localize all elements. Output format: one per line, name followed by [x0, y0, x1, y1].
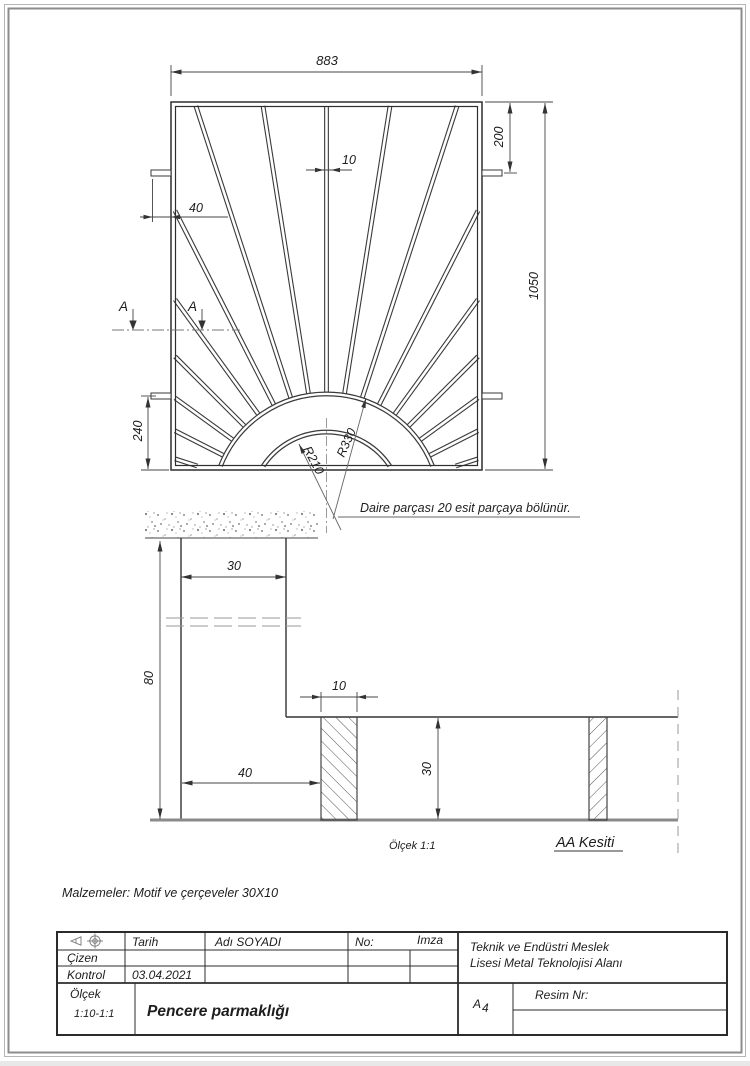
break-lines — [166, 618, 301, 626]
wall-hatch — [145, 511, 318, 538]
dimension-883 — [171, 65, 482, 96]
sheet-size-number: 4 — [482, 1001, 489, 1015]
tarih-label: Tarih — [132, 935, 159, 949]
dim-motif-thickness-label: 10 — [332, 679, 346, 693]
dimension-10-sec — [300, 692, 378, 712]
main-view — [112, 53, 580, 533]
date-value: 03.04.2021 — [132, 968, 193, 982]
title-block — [57, 932, 727, 1035]
dim-bar-width-label: 10 — [342, 153, 356, 167]
dim-bar-width-sec-label: 30 — [227, 559, 241, 573]
dim-width-label: 883 — [316, 53, 338, 68]
kontrol-label: Kontrol — [67, 968, 106, 982]
drawing-title: Pencere parmaklığı — [147, 1003, 290, 1020]
frame-bar-section — [181, 538, 286, 820]
scale-label: Ölçek 1:1 — [389, 840, 436, 852]
cut-letter-left: A — [119, 299, 129, 314]
dim-offset-label: 40 — [238, 766, 252, 780]
name-label: Adı SOYADI — [215, 935, 282, 949]
radius-leaders — [299, 398, 366, 530]
radius-inner-label: R210 — [300, 443, 327, 477]
dimension-1050 — [485, 103, 553, 470]
no-label: No: — [355, 935, 374, 949]
dim-member-height-label: 30 — [420, 762, 434, 776]
cut-letter-right: A — [188, 299, 198, 314]
sheet-size-letter: A — [473, 997, 482, 1011]
projection-symbol-icon — [71, 934, 103, 949]
olcek-label: Ölçek — [70, 987, 101, 1001]
sunburst-rays — [175, 106, 478, 466]
materials-note: Malzemeler: Motif ve çerçeveler 30X10 — [62, 886, 279, 900]
motif-bar-section-1 — [321, 717, 357, 820]
section-view — [142, 511, 678, 853]
dim-height-sec-label: 80 — [142, 671, 156, 685]
motif-bar-section-2 — [589, 717, 607, 820]
imza-label: Imza — [417, 933, 444, 947]
dimension-240 — [141, 396, 169, 470]
note-leader — [338, 501, 580, 517]
division-note: Daire parçası 20 esit parçaya bölünür. — [360, 501, 571, 515]
dimension-40 — [140, 179, 228, 222]
school-name-line1: Teknik ve Endüstri Meslek — [470, 940, 609, 954]
scale-value: 1:10-1:1 — [74, 1008, 115, 1020]
radius-outer-label: R330 — [333, 426, 359, 460]
dim-bottom-label: 240 — [131, 420, 145, 442]
dimension-10 — [306, 168, 352, 172]
cizen-label: Çizen — [67, 951, 98, 965]
section-title: AA Kesiti — [556, 835, 615, 851]
school-name-line2: Lisesi Metal Teknolojisi Alanı — [470, 956, 623, 970]
dim-height-label: 1050 — [527, 272, 541, 300]
dim-top-offset-label: 200 — [492, 126, 506, 148]
dim-tab-label: 40 — [189, 201, 203, 215]
resim-nr-label: Resim Nr: — [535, 988, 589, 1002]
